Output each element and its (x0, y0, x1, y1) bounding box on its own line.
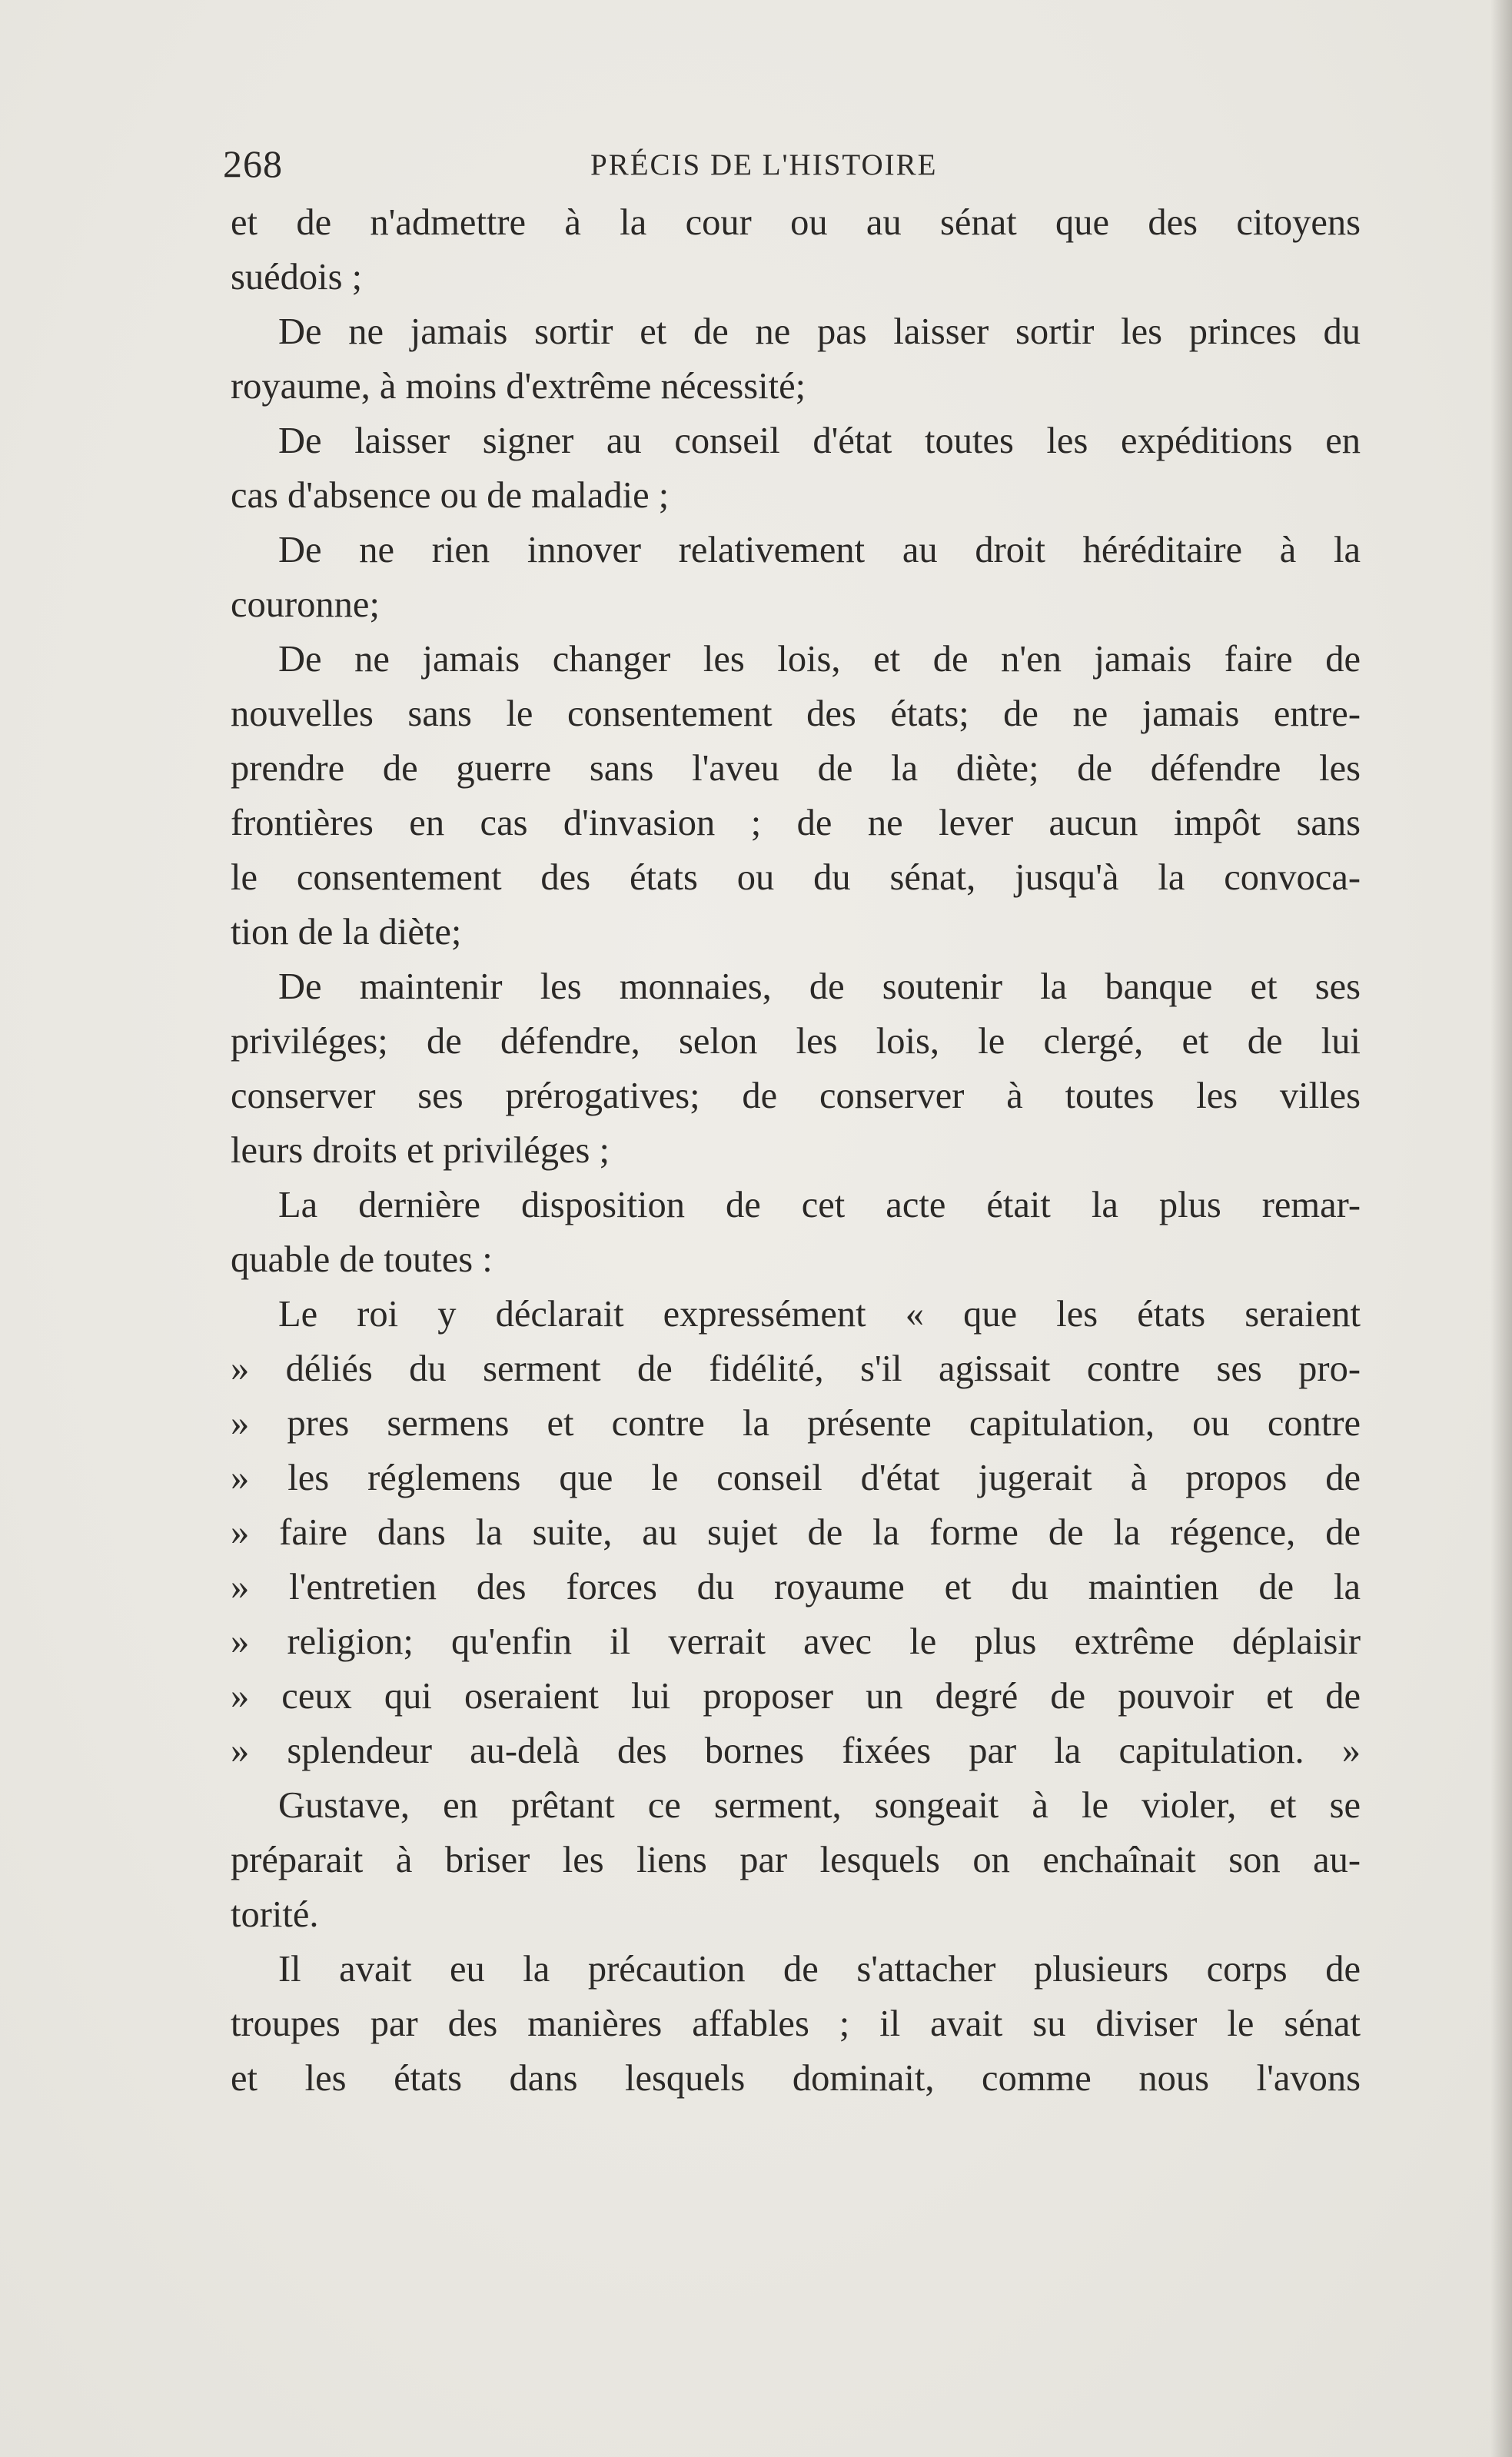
text-line: couronne; (231, 584, 380, 625)
text-line: La dernière disposition de cet acte était la plus remar- (278, 1185, 1361, 1225)
text-line: royaume, à moins d'extrême nécessité; (231, 366, 806, 407)
text-line: » ceux qui oseraient lui proposer un degré de pouvoir et de (231, 1676, 1361, 1717)
text-line: conserver ses prérogatives; de conserver à toutes les villes (231, 1076, 1361, 1116)
text-line: nouvelles sans le consentement des états; de ne jamais entre- (231, 693, 1361, 734)
body-text (231, 195, 1361, 2106)
text-line: Gustave, en prêtant ce serment, songeait à le violer, et se (278, 1785, 1361, 1826)
text-line: De laisser signer au conseil d'état toutes les expéditions en (278, 421, 1361, 461)
page-number: 268 (223, 142, 283, 185)
text-line: quable de toutes : (231, 1239, 493, 1280)
text-line: De ne jamais changer les lois, et de n'en jamais faire de (278, 639, 1361, 680)
page-gutter-shadow (1490, 0, 1512, 2457)
text-line: cas d'absence ou de maladie ; (231, 475, 670, 516)
running-title: PRÉCIS DE L'HISTOIRE (590, 148, 938, 181)
page-header (223, 137, 1353, 191)
text-line: tion de la diète; (231, 912, 462, 953)
text-line: De maintenir les monnaies, de soutenir la banque et ses (278, 966, 1361, 1007)
text-line: De ne rien innover relativement au droit héréditaire à la (278, 530, 1361, 570)
text-line: » l'entretien des forces du royaume et du maintien de la (231, 1567, 1361, 1608)
text-line: le consentement des états ou du sénat, jusqu'à la convoca- (231, 857, 1361, 898)
text-line: et les états dans lesquels dominait, comme nous l'avons (231, 2058, 1361, 2099)
text-line: De ne jamais sortir et de ne pas laisser sortir les princes du (278, 311, 1361, 352)
text-line: » faire dans la suite, au sujet de la forme de la régence, de (231, 1512, 1361, 1553)
text-line: torité. (231, 1894, 319, 1935)
text-line: Le roi y déclarait expressément « que les états seraient (278, 1294, 1361, 1335)
text-line: frontières en cas d'invasion ; de ne lever aucun impôt sans (231, 803, 1361, 843)
text-line: » pres sermens et contre la présente capitulation, ou contre (231, 1403, 1361, 1444)
text-line: » splendeur au-delà des bornes fixées par la capitulation. » (231, 1731, 1361, 1771)
text-line: » les réglemens que le conseil d'état jugerait à propos de (231, 1458, 1361, 1498)
text-line: préparait à briser les liens par lesquels on enchaînait son au- (231, 1840, 1361, 1880)
text-line: priviléges; de défendre, selon les lois, le clergé, et de lui (231, 1021, 1361, 1062)
text-line: troupes par des manières affables ; il avait su diviser le sénat (231, 2003, 1361, 2044)
text-line: leurs droits et priviléges ; (231, 1130, 610, 1171)
text-line: Il avait eu la précaution de s'attacher plusieurs corps de (278, 1949, 1361, 1990)
text-line: suédois ; (231, 257, 363, 298)
text-line: prendre de guerre sans l'aveu de la diète; de défendre les (231, 748, 1361, 789)
text-line: et de n'admettre à la cour ou au sénat que des citoyens (231, 202, 1361, 243)
text-line: » religion; qu'enfin il verrait avec le plus extrême déplaisir (231, 1621, 1361, 1662)
text-line: » déliés du serment de fidélité, s'il agissait contre ses pro- (231, 1348, 1361, 1389)
